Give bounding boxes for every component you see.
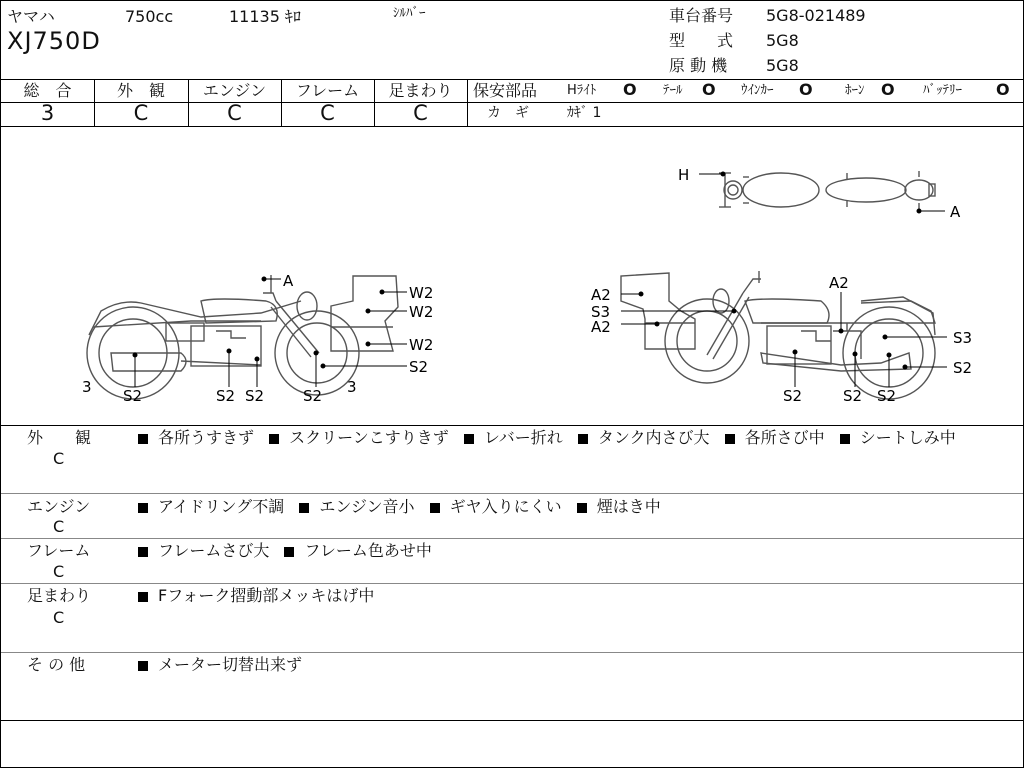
divider xyxy=(467,102,1023,103)
bullet-icon xyxy=(578,434,588,444)
grade-frame-value: C xyxy=(320,101,335,125)
remark-category-exterior: 外 観 xyxy=(27,428,92,447)
maker: ヤマハ xyxy=(7,7,55,26)
right-label-s2: S2 xyxy=(843,387,863,405)
remark-item: タンク内さび大 xyxy=(597,428,710,447)
remark-category-suspension: 足まわり xyxy=(27,586,92,605)
remark-grade-exterior: C xyxy=(53,449,65,468)
safety-taillight-label: ﾃｰﾙ xyxy=(663,83,683,98)
left-label-w2: W2 xyxy=(409,303,434,321)
left-label-s2: S2 xyxy=(303,387,323,405)
divider xyxy=(1,425,1023,426)
frame-no-label: 車台番号 xyxy=(669,6,734,25)
displacement: 750cc xyxy=(125,7,174,26)
remark-list-other xyxy=(138,657,312,673)
remark-grade-engine: C xyxy=(53,517,65,536)
bullet-icon xyxy=(299,503,309,513)
top-label-h: H xyxy=(678,166,690,184)
frame-no-value: 5G8-021489 xyxy=(766,6,866,25)
motorcycle-damage-diagram xyxy=(1,127,1023,425)
left-label-s2: S2 xyxy=(216,387,236,405)
remark-list-exterior xyxy=(138,430,956,446)
top-label-a: A xyxy=(950,203,961,221)
grade-exterior-label: 外 観 xyxy=(116,81,165,100)
damage-labels xyxy=(82,166,972,405)
divider xyxy=(1,652,1023,653)
left-label-s2: S2 xyxy=(245,387,265,405)
grade-suspension-label: 足まわり xyxy=(388,81,453,100)
right-label-a2: A2 xyxy=(591,318,611,336)
remark-item: Fフォーク摺動部メッキはげ中 xyxy=(158,586,375,605)
bullet-icon xyxy=(840,434,850,444)
remark-item: アイドリング不調 xyxy=(158,497,285,516)
safety-label: 保安部品 xyxy=(473,81,538,100)
grade-suspension-value: C xyxy=(413,101,428,125)
grade-exterior-value: C xyxy=(133,101,149,125)
right-label-s3: S3 xyxy=(953,329,973,347)
remark-list-suspension xyxy=(138,588,384,604)
right-label-s3: S3 xyxy=(591,303,611,321)
model-name: XJ750D xyxy=(7,27,101,55)
remark-item: エンジン音小 xyxy=(319,497,415,516)
damage-leader-lines xyxy=(133,172,947,387)
bullet-icon xyxy=(138,434,148,444)
grade-engine-label: エンジン xyxy=(202,81,267,100)
safety-winker-mark: O xyxy=(799,80,813,99)
remark-category-other: そ の 他 xyxy=(27,655,86,674)
bullet-icon xyxy=(725,434,735,444)
type-value: 5G8 xyxy=(766,31,799,50)
left-label-a: A xyxy=(283,272,294,290)
remark-item: 各所さび中 xyxy=(744,428,825,447)
left-label-s2: S2 xyxy=(123,387,143,405)
safety-battery-mark: O xyxy=(996,80,1010,99)
left-label-w2: W2 xyxy=(409,336,434,354)
remark-item: シートしみ中 xyxy=(859,428,956,447)
remark-item: レバー折れ xyxy=(483,428,563,447)
bullet-icon xyxy=(577,503,587,513)
right-label-s2: S2 xyxy=(783,387,803,405)
engine-label: 原 動 機 xyxy=(669,56,728,75)
bullet-icon xyxy=(138,547,148,557)
remark-item: スクリーンこすりきず xyxy=(289,428,449,447)
divider xyxy=(1,493,1023,494)
right-label-a2: A2 xyxy=(829,274,849,292)
left-label-w2: W2 xyxy=(409,284,434,302)
right-label-a2: A2 xyxy=(591,286,611,304)
remark-category-engine: エンジン xyxy=(27,497,91,516)
remark-item: 各所うすきず xyxy=(158,428,255,447)
safety-battery-label: ﾊﾞｯﾃﾘｰ xyxy=(923,83,962,98)
bullet-icon xyxy=(269,434,279,444)
left-label-3: 3 xyxy=(347,378,357,396)
remark-grade-suspension: C xyxy=(53,608,65,627)
right-label-s2: S2 xyxy=(877,387,897,405)
divider xyxy=(1,79,1023,80)
left-label-3: 3 xyxy=(82,378,92,396)
remark-category-frame: フレーム xyxy=(27,541,91,560)
remark-list-engine xyxy=(138,499,671,515)
safety-taillight-mark: O xyxy=(702,80,716,99)
type-label: 型 式 xyxy=(669,31,734,50)
bullet-icon xyxy=(284,547,294,557)
mileage: 11135 ｷﾛ xyxy=(229,7,301,26)
bullet-icon xyxy=(464,434,474,444)
divider xyxy=(1,720,1023,721)
right-side-motorcycle-icon xyxy=(621,271,935,399)
remark-item: フレーム色あせ中 xyxy=(304,541,432,560)
bullet-icon xyxy=(430,503,440,513)
remark-item: ギヤ入りにくい xyxy=(449,497,562,516)
safety-horn-mark: O xyxy=(881,80,895,99)
remark-item: フレームさび大 xyxy=(158,541,270,560)
grade-total-value: 3 xyxy=(40,101,55,125)
safety-horn-label: ﾎｰﾝ xyxy=(845,83,865,98)
safety-headlight-label: Hﾗｲﾄ xyxy=(567,83,597,98)
grade-total-label: 総 合 xyxy=(23,81,72,100)
divider xyxy=(1,538,1023,539)
remark-list-frame xyxy=(138,543,442,559)
remark-grade-frame: C xyxy=(53,562,65,581)
left-label-s2: S2 xyxy=(409,358,429,376)
bullet-icon xyxy=(138,592,148,602)
color: ｼﾙﾊﾞｰ xyxy=(393,6,426,21)
grade-engine-value: C xyxy=(227,101,242,125)
engine-value: 5G8 xyxy=(766,56,799,75)
bullet-icon xyxy=(138,661,148,671)
bullet-icon xyxy=(138,503,148,513)
divider xyxy=(1,583,1023,584)
grade-frame-label: フレーム xyxy=(295,81,360,100)
safety-winker-label: ｳｲﾝｶｰ xyxy=(741,83,774,98)
key-value: ｶｷﾞ 1 xyxy=(567,105,602,121)
safety-headlight-mark: O xyxy=(623,80,637,99)
remark-item: 煙はき中 xyxy=(596,497,661,516)
remark-item: メーター切替出来ず xyxy=(158,655,303,674)
key-label: カ ギ xyxy=(487,105,529,121)
top-view-motorcycle-icon xyxy=(719,171,935,211)
right-label-s2: S2 xyxy=(953,359,973,377)
